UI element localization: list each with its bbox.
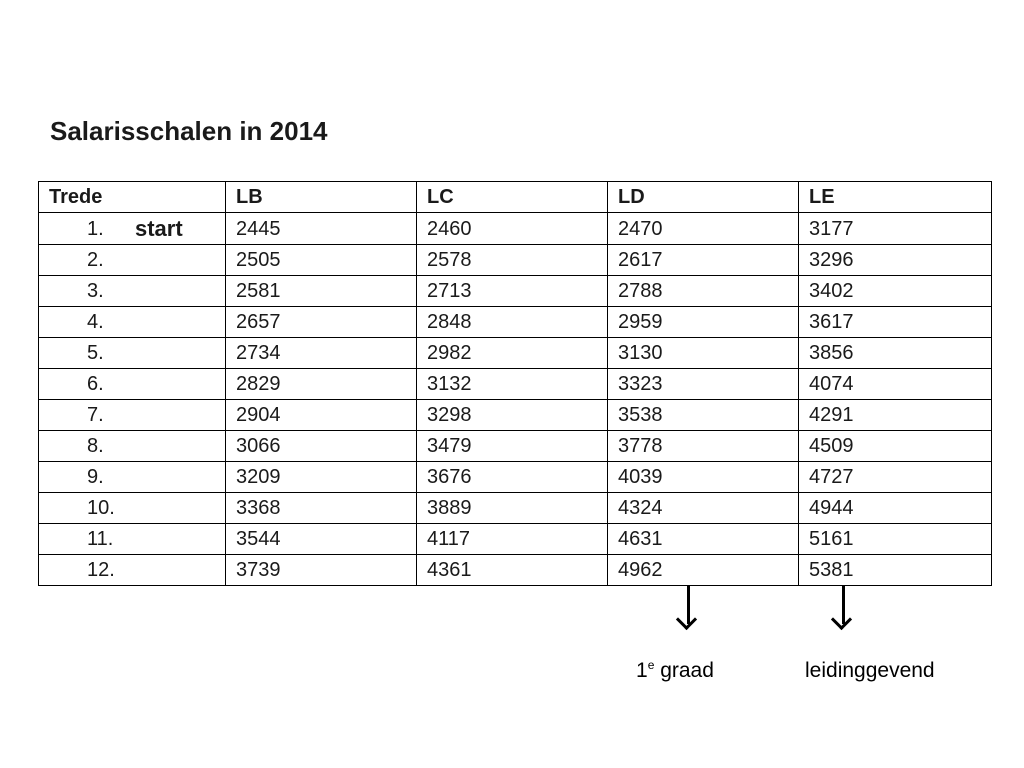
cell-ld: 2617 (608, 245, 799, 276)
table-row (39, 213, 992, 245)
table-body (39, 213, 992, 586)
cell-ld: 4039 (608, 462, 799, 493)
cell-le: 4727 (799, 462, 992, 493)
step-number: 4. (87, 311, 104, 333)
table-row (39, 338, 992, 369)
cell-trede (39, 400, 226, 431)
cell-ld: 2470 (608, 213, 799, 245)
cell-trede (39, 276, 226, 307)
step-number: 1. (87, 218, 104, 240)
column-header-ld: LD (608, 182, 799, 213)
step-number: 5. (87, 342, 104, 364)
table-row (39, 245, 992, 276)
cell-trede (39, 245, 226, 276)
annotation-leadership: leidinggevend (805, 659, 935, 682)
cell-trede (39, 213, 226, 245)
cell-ld: 2788 (608, 276, 799, 307)
cell-lc: 3479 (417, 431, 608, 462)
cell-trede (39, 493, 226, 524)
cell-lc: 2982 (417, 338, 608, 369)
cell-lc: 2848 (417, 307, 608, 338)
cell-ld: 3323 (608, 369, 799, 400)
cell-trede (39, 462, 226, 493)
cell-ld: 4324 (608, 493, 799, 524)
table-row (39, 307, 992, 338)
cell-le: 3856 (799, 338, 992, 369)
annotation-first-degree-number: 1 (636, 659, 648, 682)
annotation-first-degree-superscript: e (647, 658, 655, 672)
down-arrow-icon (833, 586, 853, 628)
cell-trede (39, 369, 226, 400)
cell-ld: 3538 (608, 400, 799, 431)
table-row (39, 400, 992, 431)
cell-le: 3296 (799, 245, 992, 276)
column-header-trede: Trede (39, 182, 226, 213)
cell-lb: 3368 (226, 493, 417, 524)
table-row (39, 493, 992, 524)
cell-trede (39, 307, 226, 338)
step-number: 10. (87, 497, 115, 519)
cell-lb: 3209 (226, 462, 417, 493)
column-header-lb: LB (226, 182, 417, 213)
table-row (39, 431, 992, 462)
cell-lb: 2829 (226, 369, 417, 400)
cell-lb: 2904 (226, 400, 417, 431)
cell-le: 4944 (799, 493, 992, 524)
cell-ld: 3130 (608, 338, 799, 369)
cell-trede (39, 338, 226, 369)
cell-ld: 3778 (608, 431, 799, 462)
cell-lc: 2578 (417, 245, 608, 276)
cell-lc: 3132 (417, 369, 608, 400)
cell-lc: 2460 (417, 213, 608, 245)
cell-trede (39, 524, 226, 555)
cell-trede (39, 431, 226, 462)
step-number: 2. (87, 249, 104, 271)
cell-le: 4074 (799, 369, 992, 400)
step-number: 3. (87, 280, 104, 302)
step-number: 6. (87, 373, 104, 395)
cell-lc: 3889 (417, 493, 608, 524)
cell-le: 5381 (799, 555, 992, 586)
table-row (39, 555, 992, 586)
table-row (39, 369, 992, 400)
page-title: Salarisschalen in 2014 (50, 116, 328, 146)
column-header-lc: LC (417, 182, 608, 213)
salary-scale-table (38, 181, 992, 586)
step-number: 12. (87, 559, 115, 581)
cell-lb: 2734 (226, 338, 417, 369)
cell-lb: 2657 (226, 307, 417, 338)
table-row (39, 524, 992, 555)
annotation-first-degree-text: graad (654, 659, 714, 682)
cell-lb: 2445 (226, 213, 417, 245)
cell-le: 3617 (799, 307, 992, 338)
column-header-le: LE (799, 182, 992, 213)
cell-ld: 4962 (608, 555, 799, 586)
cell-lb: 3066 (226, 431, 417, 462)
table-row (39, 276, 992, 307)
cell-le: 3402 (799, 276, 992, 307)
cell-lc: 2713 (417, 276, 608, 307)
cell-trede (39, 555, 226, 586)
step-number: 7. (87, 404, 104, 426)
annotation-first-degree (636, 659, 714, 683)
cell-lc: 3676 (417, 462, 608, 493)
start-label: start (135, 216, 183, 241)
down-arrow-icon (678, 586, 698, 628)
cell-lb: 3544 (226, 524, 417, 555)
cell-lb: 2581 (226, 276, 417, 307)
cell-ld: 4631 (608, 524, 799, 555)
cell-lb: 2505 (226, 245, 417, 276)
table-row (39, 462, 992, 493)
cell-lc: 4361 (417, 555, 608, 586)
cell-le: 5161 (799, 524, 992, 555)
step-number: 11. (87, 528, 114, 550)
table-header-row (39, 182, 992, 213)
step-number: 8. (87, 435, 104, 457)
cell-lc: 3298 (417, 400, 608, 431)
cell-lc: 4117 (417, 524, 608, 555)
cell-le: 4291 (799, 400, 992, 431)
cell-lb: 3739 (226, 555, 417, 586)
cell-ld: 2959 (608, 307, 799, 338)
cell-le: 3177 (799, 213, 992, 245)
cell-le: 4509 (799, 431, 992, 462)
step-number: 9. (87, 466, 104, 488)
